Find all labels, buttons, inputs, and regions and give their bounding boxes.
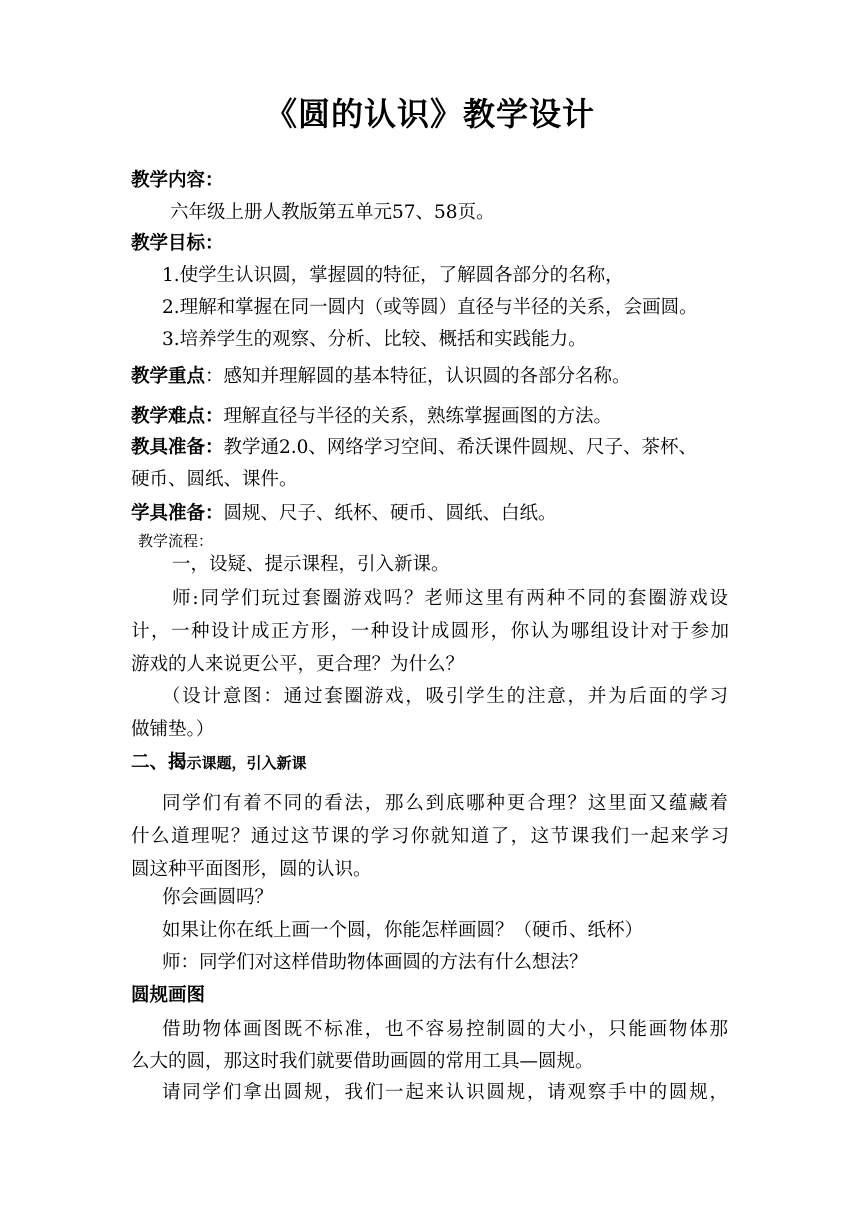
goal-item-2: 2.理解和掌握在同一圆内（或等圆）直径与半径的关系，会画圆。 (162, 297, 698, 318)
content-text: 六年级上册人教版第五单元57、58页。 (170, 202, 495, 223)
goal-item-1: 1.使学生认识圆，掌握圆的特征，了解圆各部分的名称， (162, 265, 624, 286)
compass-para-line-1: 借助物体画图既不标准，也不容易控制圆的大小，只能画物体那 (162, 1019, 728, 1040)
compass-para-line-2: 么大的圆，那这时我们就要借助画圆的常用工具—圆规。 (131, 1051, 594, 1072)
tools-line (131, 435, 697, 461)
key-point-label: 教学重点 (131, 366, 206, 387)
goals-label: 教学目标： (131, 233, 224, 254)
step1-intent-line-1: （设计意图：通过套圈游戏，吸引学生的注意，并为后面的学习 (162, 686, 728, 707)
difficulty-label: 教学难点： (131, 406, 224, 427)
step2-heading-rest: 示课题，引入新课 (186, 754, 307, 772)
student-tools-line (131, 501, 557, 527)
tools-text: 教学通2.0、网络学习空间、希沃课件圆规、尺子、茶杯、 (223, 437, 697, 458)
tools-label: 教具准备： (131, 437, 224, 458)
step1-para-line-3: 游戏的人来说更公平，更合理？为什么？ (131, 654, 465, 675)
step1-heading: 一，设疑、提示课程，引入新课。 (172, 554, 450, 575)
student-tools-text: 圆规、尺子、纸杯、硬币、圆纸、白纸。 (223, 503, 557, 524)
step2-heading (131, 750, 307, 776)
key-point-text: ：感知并理解圆的基本特征，认识圆的各部分名称。 (205, 366, 631, 387)
question-1: 你会画圆吗？ (162, 887, 274, 908)
goal-item-3: 3.培养学生的观察、分析、比较、概括和实践能力。 (162, 329, 587, 350)
step2-para-line-2: 什么道理呢？通过这节课的学习你就知道了，这节课我们一起来学习 (131, 826, 729, 847)
student-tools-label: 学具准备： (131, 503, 224, 524)
difficulty-line (131, 404, 612, 430)
step2-para-line-3: 圆这种平面图形，圆的认识。 (131, 859, 372, 880)
step2-para-line-1: 同学们有着不同的看法，那么到底哪种更合理？这里面又蕴藏着 (162, 793, 728, 814)
tools-text-cont: 硬币、圆纸、课件。 (131, 469, 298, 490)
step1-para-line-1: 师:同学们玩过套圈游戏吗？老师这里有两种不同的套圈游戏设 (172, 588, 728, 609)
question-3: 师：同学们对这样借助物体画圆的方法有什么想法？ (162, 952, 588, 973)
key-point-line (131, 364, 631, 390)
step1-intent-line-2: 做铺垫。） (131, 719, 215, 740)
content-label: 教学内容： (131, 170, 224, 191)
difficulty-text: 理解直径与半径的关系，熟练掌握画图的方法。 (223, 406, 613, 427)
question-2: 如果让你在纸上画一个圆，你能怎样画圆？（硬币、纸杯） (162, 920, 644, 941)
document-title: 《圆的认识》教学设计 (264, 95, 595, 133)
step1-para-line-2: 计，一种设计成正方形，一种设计成圆形，你认为哪组设计对于参加 (131, 621, 729, 642)
last-line: 请同学们拿出圆规，我们一起来认识圆规，请观察手中的圆规， (162, 1082, 728, 1103)
step2-heading-bold: 二、揭 (131, 752, 187, 773)
compass-heading: 圆规画图 (131, 985, 206, 1006)
process-label: 教学流程： (138, 532, 214, 550)
